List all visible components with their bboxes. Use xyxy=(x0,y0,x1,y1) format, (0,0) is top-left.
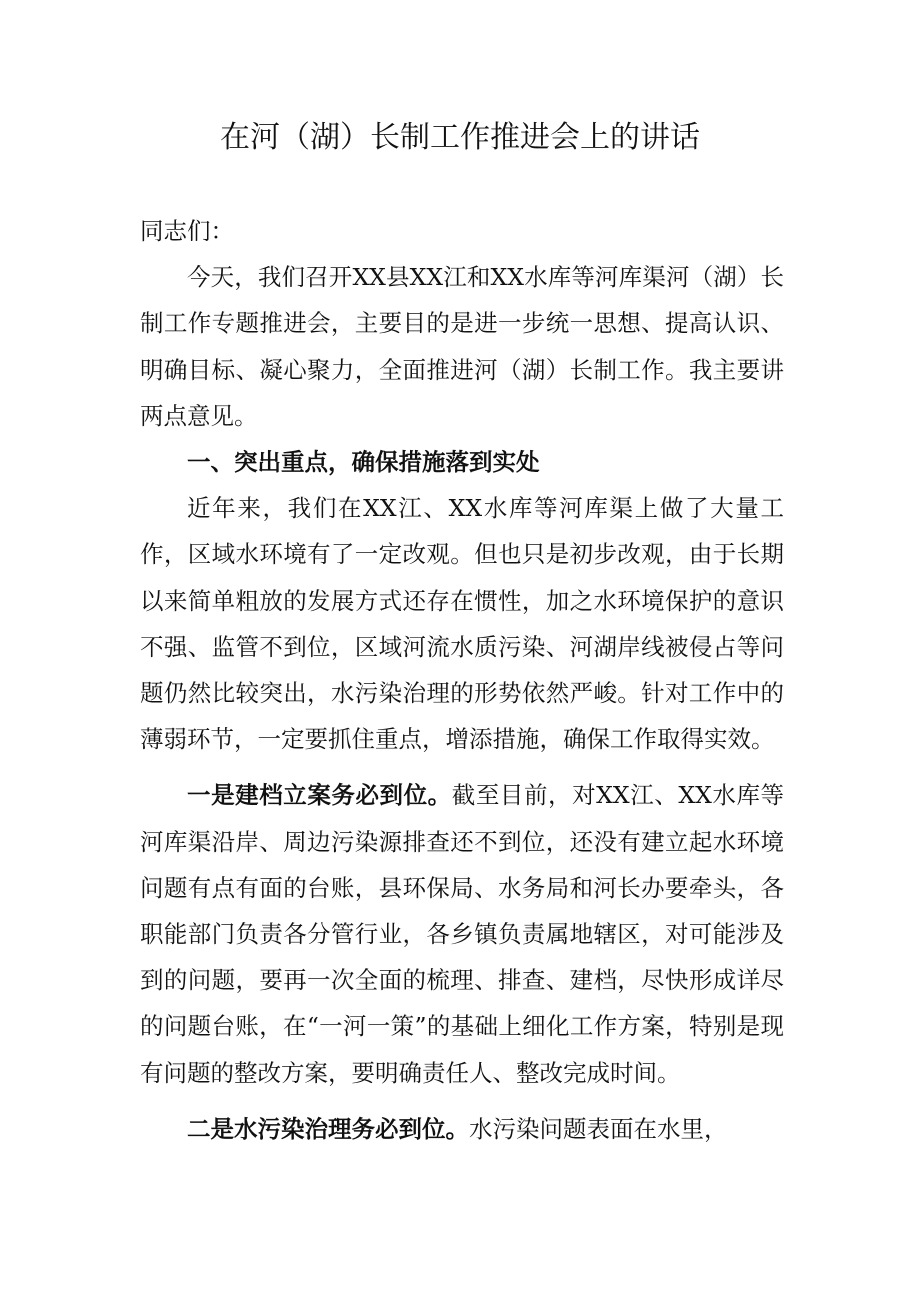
item2-lead: 二是水污染治理务必到位。 xyxy=(187,1114,469,1143)
item2-paragraph xyxy=(140,1106,784,1152)
section-heading-1 xyxy=(140,439,784,485)
salutation: 同志们： xyxy=(140,217,234,245)
item2-text: 水污染问题表面在水里， xyxy=(469,1114,728,1143)
document-title: 在河（湖）长制工作推进会上的讲话 xyxy=(220,120,700,155)
item1-lead: 一是建档立案务必到位。 xyxy=(187,781,452,810)
item1-text: 截至目前，对XX江、XX水库等河库渠沿岸、周边污染源排查还不到位，还没有建立起水环境问题有点有面的台账，县环保局、水务局和河长办要牵头，各职能部门负责各分管行业，各乡镇负责属地辖区，对可能涉及到的问题，要再一次全面的梳理、排查、建档，尽快形成详尽的问题台账，在“一河一策”的基础上细化工作方案，特别是现有问题的整改方案，要明确责任人、整改完成时间。 xyxy=(140,781,785,1087)
intro-paragraph: 今天，我们召开XX县XX江和XX水库等河库渠河（湖）长制工作专题推进会，主要目的是进一步统一思想、提高认识、明确目标、凝心聚力，全面推进河（湖）长制工作。我主要讲两点意见。 xyxy=(140,263,784,430)
document-body xyxy=(140,208,784,1152)
section-heading-text: 一、突出重点，确保措施落到实处 xyxy=(187,448,540,477)
item1-paragraph xyxy=(140,772,784,1095)
section1-paragraph: 近年来，我们在XX江、XX水库等河库渠上做了大量工作，区域水环境有了一定改观。但也只是初步改观，由于长期以来简单粗放的发展方式还存在惯性，加之水环境保护的意识不强、监管不到位，区域河流水质污染、河湖岸线被侵占等问题仍然比较突出，水污染治理的形势依然严峻。针对工作中的薄弱环节，一定要抓住重点，增添措施，确保工作取得实效。 xyxy=(140,494,784,754)
